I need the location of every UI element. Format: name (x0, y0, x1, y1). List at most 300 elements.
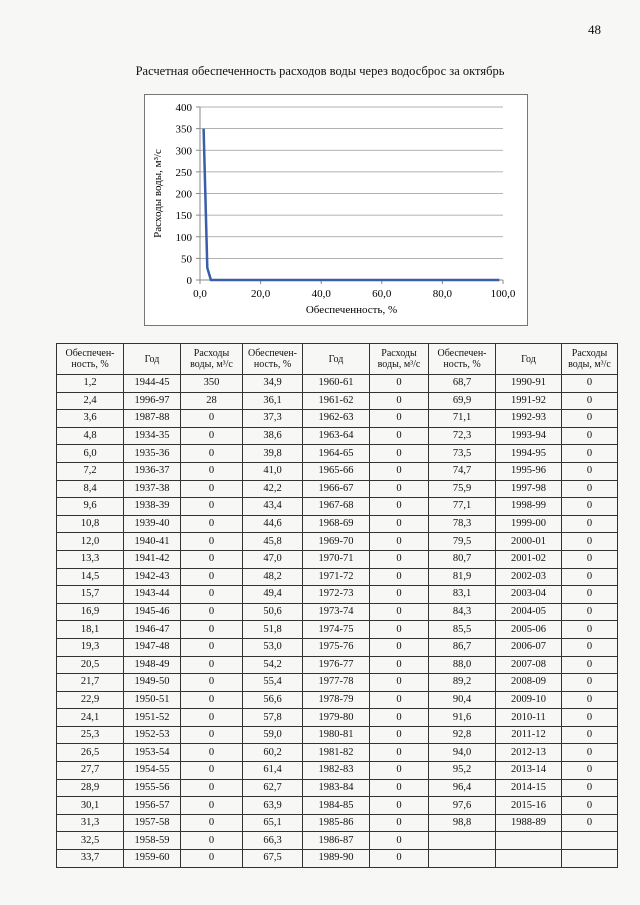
table-cell: 0 (181, 533, 243, 551)
y-tick-label: 150 (175, 210, 192, 223)
table-cell: 16,9 (57, 603, 124, 621)
table-cell: 0 (181, 550, 243, 568)
table-cell: 15,7 (57, 586, 124, 604)
table-cell: 0 (370, 797, 429, 815)
table-cell: 0 (562, 445, 618, 463)
x-tick-label: 40,0 (311, 288, 331, 300)
table-cell: 0 (370, 586, 429, 604)
table-cell: 10,8 (57, 515, 124, 533)
table-cell: 1950-51 (124, 691, 181, 709)
table-cell: 22,9 (57, 691, 124, 709)
table-cell: 0 (370, 709, 429, 727)
table-cell: 38,6 (243, 427, 303, 445)
table-cell: 2008-09 (496, 674, 562, 692)
table-row (57, 762, 618, 780)
table-cell: 2005-06 (496, 621, 562, 639)
table-cell: 0 (370, 410, 429, 428)
table-cell: 0 (370, 568, 429, 586)
table-cell: 1993-94 (496, 427, 562, 445)
table-cell: 1984-85 (303, 797, 370, 815)
table-cell: 74,7 (429, 462, 496, 480)
table-cell: 0 (181, 638, 243, 656)
table-cell: 0 (562, 498, 618, 516)
table-cell: 1935-36 (124, 445, 181, 463)
chart-title: Расчетная обеспеченность расходов воды через водосброс за октябрь (135, 64, 505, 78)
table-cell: 2006-07 (496, 638, 562, 656)
table-cell: 1987-88 (124, 410, 181, 428)
table-cell: 1947-48 (124, 638, 181, 656)
table-row (57, 814, 618, 832)
table-cell (562, 850, 618, 868)
table-cell (429, 832, 496, 850)
table-cell: 54,2 (243, 656, 303, 674)
table-cell: 1969-70 (303, 533, 370, 551)
table-cell: 1938-39 (124, 498, 181, 516)
table-row (57, 797, 618, 815)
table-cell: 1961-62 (303, 392, 370, 410)
table-row (57, 674, 618, 692)
page-number: 48 (588, 22, 601, 37)
table-cell: 0 (181, 726, 243, 744)
table-cell: 7,2 (57, 462, 124, 480)
table-cell: 0 (562, 568, 618, 586)
table-cell: 0 (562, 779, 618, 797)
table-cell: 0 (370, 515, 429, 533)
table-cell: 0 (370, 762, 429, 780)
table-cell: 65,1 (243, 814, 303, 832)
table-cell: 0 (181, 498, 243, 516)
table-cell: 18,1 (57, 621, 124, 639)
table-row (57, 480, 618, 498)
table-cell: 0 (370, 392, 429, 410)
table-cell: 1963-64 (303, 427, 370, 445)
table-row (57, 586, 618, 604)
table-cell: 1946-47 (124, 621, 181, 639)
table-cell: 0 (181, 586, 243, 604)
table-cell: 0 (562, 621, 618, 639)
table-cell: 36,1 (243, 392, 303, 410)
table-cell: 0 (181, 744, 243, 762)
table-cell: 68,7 (429, 375, 496, 393)
table-cell: 1981-82 (303, 744, 370, 762)
table-cell: 48,2 (243, 568, 303, 586)
table-cell: 0 (181, 797, 243, 815)
x-axis-label: Обеспеченность, % (305, 304, 398, 316)
column-header: Год (124, 344, 181, 375)
table-cell: 0 (562, 814, 618, 832)
table-cell: 1949-50 (124, 674, 181, 692)
table-cell: 0 (370, 550, 429, 568)
table-cell: 0 (181, 656, 243, 674)
table-cell (429, 850, 496, 868)
table-cell: 1989-90 (303, 850, 370, 868)
table-cell: 0 (181, 480, 243, 498)
table-cell: 59,0 (243, 726, 303, 744)
table-cell: 0 (370, 427, 429, 445)
table-cell: 1975-76 (303, 638, 370, 656)
table-cell: 57,8 (243, 709, 303, 727)
table-cell: 2002-03 (496, 568, 562, 586)
table-cell: 0 (181, 515, 243, 533)
table-cell: 1980-81 (303, 726, 370, 744)
table-cell: 63,9 (243, 797, 303, 815)
table-row (57, 638, 618, 656)
table-cell: 0 (562, 410, 618, 428)
table-cell: 21,7 (57, 674, 124, 692)
table-cell: 41,0 (243, 462, 303, 480)
table-cell: 0 (370, 375, 429, 393)
table-cell: 1942-43 (124, 568, 181, 586)
table-cell: 0 (370, 674, 429, 692)
table-cell: 350 (181, 375, 243, 393)
table-cell: 53,0 (243, 638, 303, 656)
table-cell: 1964-65 (303, 445, 370, 463)
table-cell: 94,0 (429, 744, 496, 762)
table-row (57, 779, 618, 797)
table-cell: 1955-56 (124, 779, 181, 797)
table-cell: 49,4 (243, 586, 303, 604)
series-line (204, 129, 500, 280)
table-cell: 67,5 (243, 850, 303, 868)
table-cell: 25,3 (57, 726, 124, 744)
table-cell: 1990-91 (496, 375, 562, 393)
table-cell: 1952-53 (124, 726, 181, 744)
table-cell: 1968-69 (303, 515, 370, 533)
table-cell: 8,4 (57, 480, 124, 498)
table-cell: 1994-95 (496, 445, 562, 463)
table-cell: 0 (562, 550, 618, 568)
y-tick-label: 400 (175, 102, 192, 114)
table-row (57, 427, 618, 445)
table-cell: 1948-49 (124, 656, 181, 674)
table-cell: 2001-02 (496, 550, 562, 568)
table-cell: 1937-38 (124, 480, 181, 498)
table-row (57, 568, 618, 586)
table-cell: 2013-14 (496, 762, 562, 780)
table-cell: 78,3 (429, 515, 496, 533)
table-cell: 2009-10 (496, 691, 562, 709)
table-cell: 1958-59 (124, 832, 181, 850)
table-cell: 2010-11 (496, 709, 562, 727)
table-cell: 1972-73 (303, 586, 370, 604)
table-body (57, 375, 618, 868)
y-tick-labels (176, 102, 193, 287)
table-cell: 24,1 (57, 709, 124, 727)
table-cell: 96,4 (429, 779, 496, 797)
table-cell: 37,3 (243, 410, 303, 428)
table-row (57, 498, 618, 516)
column-header: Расходы воды, м³/с (370, 344, 429, 375)
table-cell: 1977-78 (303, 674, 370, 692)
table-row (57, 656, 618, 674)
table-cell: 42,2 (243, 480, 303, 498)
table-cell: 1951-52 (124, 709, 181, 727)
table-cell: 0 (562, 744, 618, 762)
table-cell: 0 (181, 779, 243, 797)
table-cell: 1999-00 (496, 515, 562, 533)
table-cell: 2014-15 (496, 779, 562, 797)
table-cell: 32,5 (57, 832, 124, 850)
table-cell: 13,3 (57, 550, 124, 568)
table-cell: 39,8 (243, 445, 303, 463)
table-cell: 89,2 (429, 674, 496, 692)
table-cell: 0 (181, 621, 243, 639)
table-cell: 0 (370, 779, 429, 797)
x-tick-label: 0,0 (193, 288, 207, 300)
table-cell: 33,7 (57, 850, 124, 868)
y-axis-label: Расходы воды, м³/с (152, 149, 164, 238)
table-cell: 0 (370, 691, 429, 709)
table-cell: 1971-72 (303, 568, 370, 586)
table-cell: 55,4 (243, 674, 303, 692)
table-cell: 1960-61 (303, 375, 370, 393)
table-cell: 1962-63 (303, 410, 370, 428)
table-cell: 1940-41 (124, 533, 181, 551)
table-cell: 0 (562, 691, 618, 709)
table-cell: 0 (181, 709, 243, 727)
table-cell: 95,2 (429, 762, 496, 780)
table-cell: 0 (181, 410, 243, 428)
table-cell: 0 (181, 674, 243, 692)
table-cell: 77,1 (429, 498, 496, 516)
x-tick-labels (193, 288, 516, 300)
table-cell: 20,5 (57, 656, 124, 674)
table-cell: 31,3 (57, 814, 124, 832)
y-tick-label: 350 (175, 123, 192, 136)
table-cell: 1939-40 (124, 515, 181, 533)
table-cell: 0 (181, 427, 243, 445)
table-cell: 79,5 (429, 533, 496, 551)
table-row (57, 550, 618, 568)
x-tick-label: 100,0 (490, 288, 516, 300)
table-cell: 0 (181, 568, 243, 586)
column-header: Обеспечен- ность, % (429, 344, 496, 375)
table-cell: 14,5 (57, 568, 124, 586)
table-cell: 0 (181, 445, 243, 463)
column-header: Обеспечен- ность, % (243, 344, 303, 375)
table-cell: 86,7 (429, 638, 496, 656)
table-cell: 2003-04 (496, 586, 562, 604)
table-cell: 69,9 (429, 392, 496, 410)
table-cell: 0 (181, 603, 243, 621)
x-tick-label: 20,0 (250, 288, 271, 300)
table-cell: 1,2 (57, 375, 124, 393)
table-cell: 47,0 (243, 550, 303, 568)
table-cell: 1966-67 (303, 480, 370, 498)
table-cell: 90,4 (429, 691, 496, 709)
column-header: Год (303, 344, 370, 375)
table-cell: 30,1 (57, 797, 124, 815)
table-cell: 0 (562, 480, 618, 498)
table-cell: 88,0 (429, 656, 496, 674)
table-cell: 1986-87 (303, 832, 370, 850)
table-cell: 1954-55 (124, 762, 181, 780)
table-cell: 1956-57 (124, 797, 181, 815)
table-cell: 1985-86 (303, 814, 370, 832)
table-cell: 0 (370, 462, 429, 480)
table-cell: 1983-84 (303, 779, 370, 797)
column-header: Расходы воды, м³/с (181, 344, 243, 375)
table-cell: 73,5 (429, 445, 496, 463)
table-cell: 9,6 (57, 498, 124, 516)
table-cell: 0 (562, 375, 618, 393)
table-cell: 1936-37 (124, 462, 181, 480)
table-cell (496, 832, 562, 850)
table-cell: 0 (562, 709, 618, 727)
table-cell: 2011-12 (496, 726, 562, 744)
table-cell: 1979-80 (303, 709, 370, 727)
table-cell: 83,1 (429, 586, 496, 604)
table-row (57, 533, 618, 551)
table-cell: 0 (181, 691, 243, 709)
y-tick-label: 50 (181, 253, 192, 266)
table-cell: 45,8 (243, 533, 303, 551)
table-cell: 1996-97 (124, 392, 181, 410)
table-cell: 0 (370, 832, 429, 850)
table-header-row (57, 344, 618, 375)
column-header: Год (496, 344, 562, 375)
table-cell: 2000-01 (496, 533, 562, 551)
table-cell: 0 (370, 744, 429, 762)
table-cell: 0 (562, 515, 618, 533)
table-row (57, 603, 618, 621)
table-cell: 0 (370, 638, 429, 656)
table-cell (562, 832, 618, 850)
table-cell: 0 (562, 586, 618, 604)
table-cell: 1967-68 (303, 498, 370, 516)
table-cell: 1991-92 (496, 392, 562, 410)
table-cell: 26,5 (57, 744, 124, 762)
table-cell: 1957-58 (124, 814, 181, 832)
table-cell: 44,6 (243, 515, 303, 533)
table-cell: 92,8 (429, 726, 496, 744)
table-cell: 60,2 (243, 744, 303, 762)
table-cell: 0 (370, 480, 429, 498)
column-header: Расходы воды, м³/с (562, 344, 618, 375)
table-cell: 0 (370, 814, 429, 832)
table-cell: 1978-79 (303, 691, 370, 709)
y-tick-label: 300 (175, 145, 192, 158)
table-cell: 0 (562, 797, 618, 815)
table-cell: 91,6 (429, 709, 496, 727)
y-tick-label: 200 (175, 188, 192, 201)
table-cell: 2012-13 (496, 744, 562, 762)
table-cell: 81,9 (429, 568, 496, 586)
table-cell: 27,7 (57, 762, 124, 780)
table-row (57, 832, 618, 850)
table-cell: 2007-08 (496, 656, 562, 674)
table-cell: 1970-71 (303, 550, 370, 568)
x-tick-label: 80,0 (432, 288, 453, 300)
table-row (57, 410, 618, 428)
table-cell: 97,6 (429, 797, 496, 815)
table-cell: 56,6 (243, 691, 303, 709)
table-cell: 0 (370, 498, 429, 516)
table-row (57, 726, 618, 744)
table-cell: 19,3 (57, 638, 124, 656)
table-cell: 0 (370, 533, 429, 551)
table-cell (496, 850, 562, 868)
table-cell: 0 (370, 726, 429, 744)
table-cell: 0 (370, 603, 429, 621)
table-cell: 1944-45 (124, 375, 181, 393)
table-cell: 0 (562, 638, 618, 656)
table-cell: 0 (562, 392, 618, 410)
table-cell: 0 (562, 462, 618, 480)
chart-frame (144, 94, 528, 326)
table-row (57, 621, 618, 639)
table-cell: 0 (370, 656, 429, 674)
table-cell: 3,6 (57, 410, 124, 428)
table-cell: 1988-89 (496, 814, 562, 832)
table-row (57, 850, 618, 868)
table-row (57, 375, 618, 393)
table-cell: 1997-98 (496, 480, 562, 498)
table-cell: 71,1 (429, 410, 496, 428)
table-cell: 1959-60 (124, 850, 181, 868)
table-cell: 0 (562, 656, 618, 674)
table-cell: 0 (181, 832, 243, 850)
table-cell: 1941-42 (124, 550, 181, 568)
table-cell: 80,7 (429, 550, 496, 568)
table-cell: 1982-83 (303, 762, 370, 780)
table-cell: 0 (370, 850, 429, 868)
grid-lines (196, 107, 503, 284)
y-tick-label: 250 (175, 166, 192, 179)
table-cell: 0 (562, 762, 618, 780)
table-cell: 0 (370, 621, 429, 639)
table-cell: 1992-93 (496, 410, 562, 428)
table-cell: 28,9 (57, 779, 124, 797)
table-cell: 43,4 (243, 498, 303, 516)
flow-table (56, 343, 618, 868)
table-cell: 51,8 (243, 621, 303, 639)
table-cell: 0 (181, 814, 243, 832)
table-cell: 0 (562, 603, 618, 621)
flow-duration-chart (145, 95, 529, 327)
table-cell: 0 (370, 445, 429, 463)
table-cell: 1953-54 (124, 744, 181, 762)
table-cell: 72,3 (429, 427, 496, 445)
table-cell: 2015-16 (496, 797, 562, 815)
column-header: Обеспечен- ность, % (57, 344, 124, 375)
table-cell: 0 (562, 533, 618, 551)
table-cell: 84,3 (429, 603, 496, 621)
table-cell: 0 (562, 427, 618, 445)
table-cell: 2,4 (57, 392, 124, 410)
table-cell: 34,9 (243, 375, 303, 393)
y-tick-label: 100 (175, 231, 192, 244)
table-row (57, 691, 618, 709)
table-cell: 1934-35 (124, 427, 181, 445)
table-row (57, 445, 618, 463)
table-cell: 1976-77 (303, 656, 370, 674)
table-row (57, 744, 618, 762)
table-cell: 1945-46 (124, 603, 181, 621)
table-cell: 2004-05 (496, 603, 562, 621)
table-cell: 98,8 (429, 814, 496, 832)
table-cell: 4,8 (57, 427, 124, 445)
table-cell: 1973-74 (303, 603, 370, 621)
table-cell: 0 (562, 726, 618, 744)
table-row (57, 709, 618, 727)
table-cell: 1995-96 (496, 462, 562, 480)
table-cell: 0 (562, 674, 618, 692)
y-tick-label: 0 (186, 275, 192, 287)
table-cell: 0 (181, 462, 243, 480)
table-row (57, 462, 618, 480)
table-cell: 12,0 (57, 533, 124, 551)
